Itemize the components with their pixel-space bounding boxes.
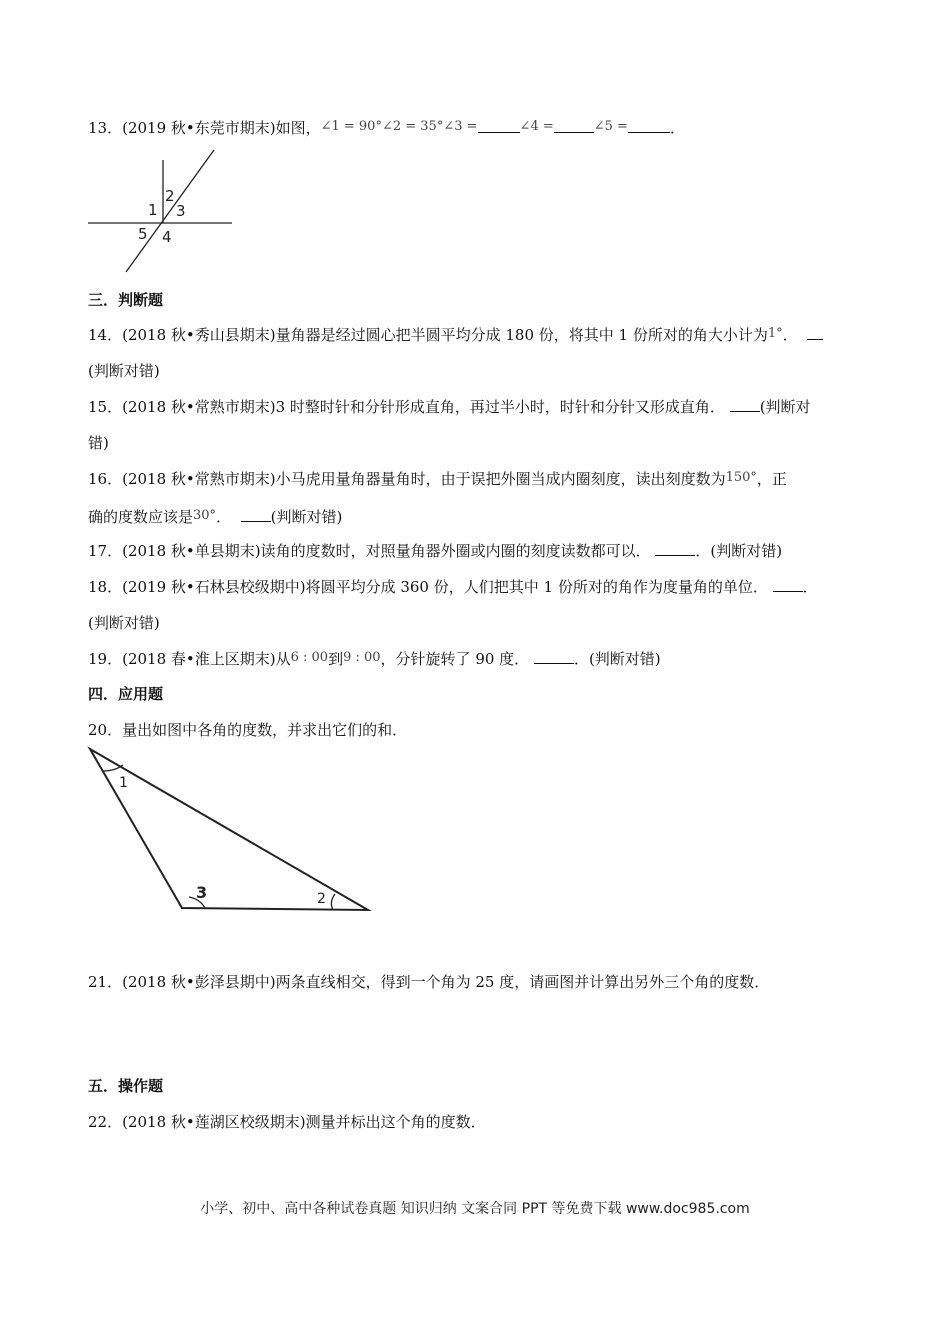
question-14-line-1 [88,325,823,347]
q17-text: 17．(2018 秋•单县期末)读角的度数时，对照量角器外圈或内圈的刻度读数都可以． [88,542,651,560]
q16-150-degree: 150° [725,470,757,485]
q13-label-2: 2 [165,187,175,205]
q20-label-3: 3 [196,883,208,902]
q15-blank[interactable] [730,397,760,412]
q13-prefix: 13．(2019 秋•东莞市期末)如图， [88,119,321,137]
question-15-line-1 [88,397,811,417]
q13-diagonal-line [126,150,214,272]
question-18-line-1 [88,577,818,597]
q13-label-3: 3 [176,202,186,220]
q19-blank[interactable] [534,649,574,664]
section-4-title: 四．应用题 [88,685,164,703]
section-5-title: 五．操作题 [88,1077,164,1095]
q13-blank-3[interactable] [478,118,520,133]
q20-label-2: 2 [317,891,326,907]
q14-text: 14．(2018 秋•秀山县期末)量角器是经过圆心把半圆平均分成 180 份，将其中 1 份所对的角大小计为 [88,326,768,344]
question-17 [88,541,782,561]
question-14-line-2: (判断对错) [88,362,160,380]
q13-blank-5[interactable] [628,118,670,133]
q15-end: (判断对 [759,398,811,416]
q13-angle4: ∠4 = [519,119,554,134]
q13-angle3: ∠3 = [443,119,478,134]
q19-end: ．(判断对错) [573,650,661,668]
q20-label-1: 1 [119,775,128,791]
question-15-line-2: 错) [88,434,109,452]
q16-text-2: 确的度数应该是 [88,508,194,526]
q13-figure [85,148,235,274]
q16-30-degree: 30° [193,508,217,523]
q19-time-start: 6 : 00 [290,650,329,665]
q14-end: ． [782,326,798,344]
q19-suffix: ，分针旋转了 90 度． [380,650,530,668]
question-13 [88,118,685,140]
q20-triangle-figure [85,745,375,920]
page-footer: 小学、初中、高中各种试卷真题 知识归纳 文案合同 PPT 等免费下载 www.doc985.com [200,1201,750,1217]
question-16-line-1 [88,469,787,491]
q13-angle5: ∠5 = [593,119,628,134]
q20-triangle [90,749,368,910]
q18-blank[interactable] [773,577,803,592]
question-16-line-2 [88,507,342,529]
q17-end: ．(判断对错) [695,542,783,560]
q19-mid: 到 [328,650,344,668]
q13-angle2: ∠2 = 35° [381,119,444,134]
q13-label-5: 5 [138,225,148,243]
q13-label-1: 1 [148,201,158,219]
section-3-title: 三．判断题 [88,291,164,309]
question-21: 21．(2018 秋•彭泽县期中)两条直线相交，得到一个角为 25 度，请画图并计算出另外三个角的度数． [88,973,770,991]
q13-end: ． [669,119,685,137]
q14-one-degree: 1° [767,326,783,341]
q19-time-end: 9 : 00 [343,650,381,665]
q16-blank[interactable] [241,507,271,522]
q20-angle-arc-2 [331,894,335,910]
q13-angle1: ∠1 = 90° [320,119,382,134]
question-19 [88,649,661,671]
q19-text: 19．(2018 春•淮上区期末)从 [88,650,291,668]
q13-blank-4[interactable] [554,118,594,133]
q16-mid: ． [216,508,232,526]
q16-text: 16．(2018 秋•常熟市期末)小马虎用量角器量角时，由于误把外圈当成内圈刻度，读出刻度数为 [88,470,726,488]
question-18-line-2: (判断对错) [88,614,160,632]
question-22: 22．(2018 秋•莲湖区校级期末)测量并标出这个角的度数． [88,1113,486,1131]
q16-end-2: (判断对错) [270,508,343,526]
q18-end: ． [802,578,818,596]
q13-label-4: 4 [162,228,172,246]
question-20: 20．量出如图中各角的度数，并求出它们的和． [88,721,408,739]
q17-blank[interactable] [655,541,695,556]
q16-end: ，正 [756,470,787,488]
q15-text: 15．(2018 秋•常熟市期末)3 时整时针和分针形成直角，再过半小时，时针和分针又形成直角． [88,398,725,416]
q14-blank[interactable] [807,325,823,340]
q18-text: 18．(2019 秋•石林县校级期中)将圆平均分成 360 份，人们把其中 1 份所对的角作为度量角的单位． [88,578,768,596]
